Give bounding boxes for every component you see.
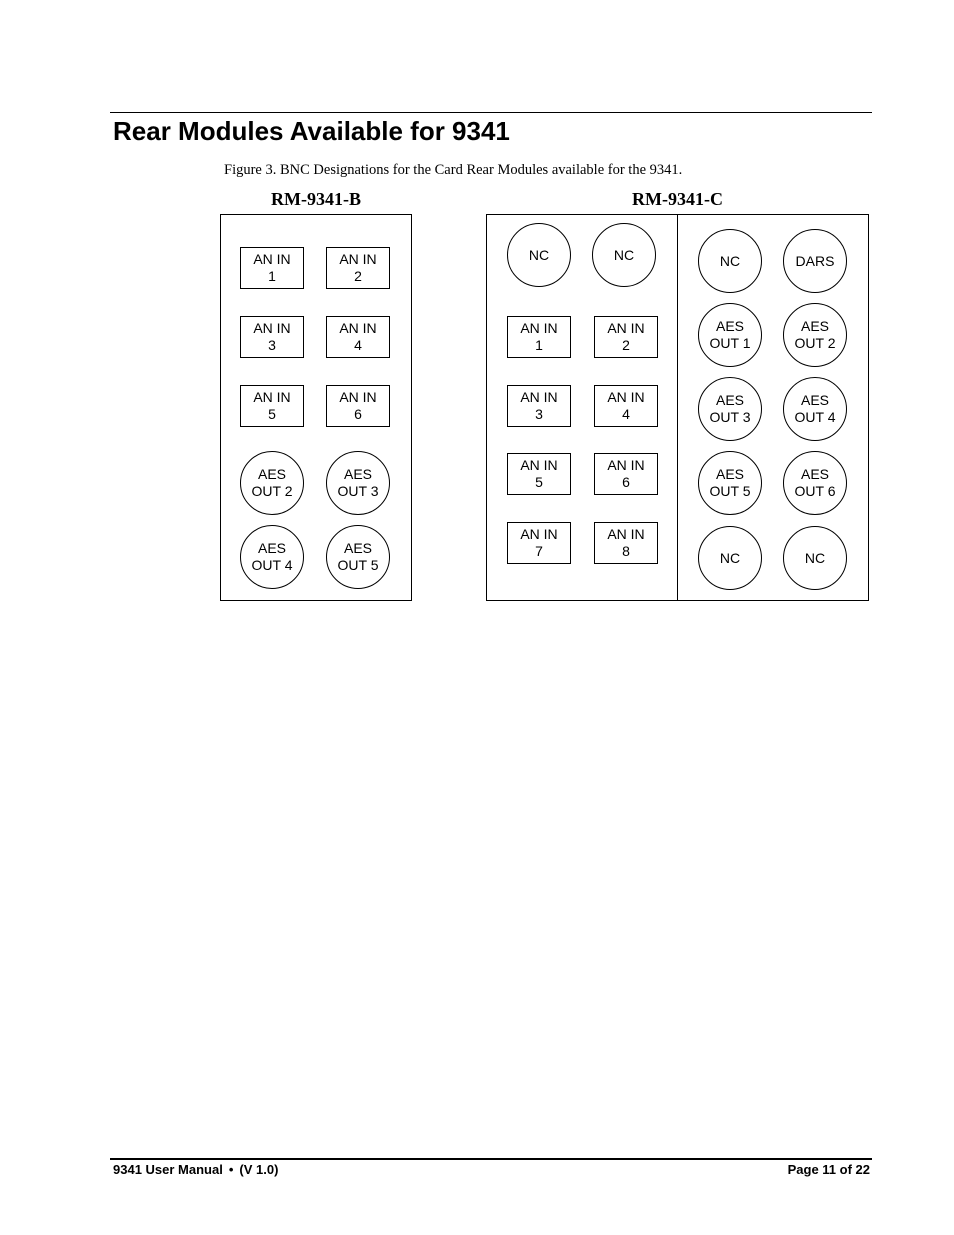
- module-c-nc-top-right: [592, 223, 656, 287]
- connector-label: AN IN: [607, 457, 645, 473]
- connector-label: OUT 4: [794, 409, 836, 425]
- connector-label: 8: [622, 543, 630, 559]
- footer-manual-title: 9341 User Manual: [113, 1162, 223, 1177]
- module-b-an-in-3: [240, 316, 304, 358]
- connector-label: OUT 3: [709, 409, 751, 425]
- connector-label: AN IN: [520, 320, 558, 336]
- module-b-an-in-5: [240, 385, 304, 427]
- module-b-an-in-4: [326, 316, 390, 358]
- connector-label: AES: [715, 466, 744, 482]
- connector-label: 5: [535, 474, 543, 490]
- connector-label: AN IN: [520, 526, 558, 542]
- footer-rule: [110, 1158, 872, 1160]
- module-c-an-in-4: [594, 385, 658, 427]
- module-c-an-in-2: [594, 316, 658, 358]
- module-c-nc-r5-left: [698, 526, 762, 590]
- connector-label: 7: [535, 543, 543, 559]
- module-b-an-in-2: [326, 247, 390, 289]
- connector-label: OUT 1: [709, 335, 751, 351]
- module-c-aes-out-2: [783, 303, 847, 367]
- connector-label: AES: [800, 466, 829, 482]
- connector-label: AN IN: [253, 389, 291, 405]
- module-c-an-in-5: [507, 453, 571, 495]
- footer-manual-info: [113, 1161, 278, 1179]
- connector-label: OUT 5: [709, 483, 751, 499]
- connector-label: OUT 6: [794, 483, 836, 499]
- connector-label: 3: [268, 337, 276, 353]
- connector-label: AN IN: [253, 320, 291, 336]
- connector-label: AN IN: [607, 389, 645, 405]
- module-c-title: RM-9341-C: [632, 189, 723, 209]
- connector-label: NC: [719, 549, 741, 566]
- module-c-nc-r1: [698, 229, 762, 293]
- module-c-an-in-1: [507, 316, 571, 358]
- connector-label: AN IN: [253, 251, 291, 267]
- module-c-aes-out-4: [783, 377, 847, 441]
- connector-label: AES: [800, 392, 829, 408]
- module-c-aes-out-5: [698, 451, 762, 515]
- module-c-nc-r5-right: [783, 526, 847, 590]
- connector-label: AES: [257, 466, 286, 482]
- connector-label: OUT 3: [337, 483, 379, 499]
- connector-label: AN IN: [520, 389, 558, 405]
- connector-label: AN IN: [607, 526, 645, 542]
- connector-label: 4: [622, 406, 630, 422]
- connector-label: AES: [715, 318, 744, 334]
- module-b-title: RM-9341-B: [271, 189, 361, 209]
- module-b-aes-out-2: [240, 451, 304, 515]
- connector-label: AES: [257, 540, 286, 556]
- connector-label: 1: [535, 337, 543, 353]
- module-c-an-in-6: [594, 453, 658, 495]
- connector-label: 2: [622, 337, 630, 353]
- connector-label: AES: [343, 540, 372, 556]
- connector-label: 6: [354, 406, 362, 422]
- heading-rule: [110, 112, 872, 113]
- connector-label: NC: [804, 549, 826, 566]
- connector-label: 3: [535, 406, 543, 422]
- connector-label: AN IN: [520, 457, 558, 473]
- bullet-icon: •: [228, 1162, 234, 1177]
- connector-label: 1: [268, 268, 276, 284]
- connector-label: OUT 4: [251, 557, 293, 573]
- connector-label: NC: [719, 252, 741, 269]
- connector-label: OUT 2: [251, 483, 293, 499]
- connector-label: AES: [715, 392, 744, 408]
- module-c-aes-out-1: [698, 303, 762, 367]
- connector-label: 6: [622, 474, 630, 490]
- connector-label: AES: [800, 318, 829, 334]
- footer-page-number: Page 11 of 22: [787, 1162, 870, 1177]
- connector-label: AES: [343, 466, 372, 482]
- module-c-divider: [677, 214, 678, 601]
- module-c-an-in-7: [507, 522, 571, 564]
- connector-label: AN IN: [607, 320, 645, 336]
- module-c-an-in-3: [507, 385, 571, 427]
- connector-label: OUT 5: [337, 557, 379, 573]
- connector-label: 2: [354, 268, 362, 284]
- module-b-aes-out-5: [326, 525, 390, 589]
- connector-label: NC: [613, 246, 635, 263]
- module-c-an-in-8: [594, 522, 658, 564]
- module-b-an-in-1: [240, 247, 304, 289]
- module-c-aes-out-3: [698, 377, 762, 441]
- module-b-aes-out-3: [326, 451, 390, 515]
- connector-label: 5: [268, 406, 276, 422]
- module-b-an-in-6: [326, 385, 390, 427]
- page-title: Rear Modules Available for 9341: [113, 116, 510, 146]
- module-c-dars: [783, 229, 847, 293]
- footer-version: (V 1.0): [239, 1162, 279, 1177]
- connector-label: DARS: [795, 252, 835, 269]
- figure-caption: Figure 3. BNC Designations for the Card Rear Modules available for the 9341.: [224, 162, 683, 178]
- connector-label: 4: [354, 337, 362, 353]
- module-b-aes-out-4: [240, 525, 304, 589]
- module-c-aes-out-6: [783, 451, 847, 515]
- connector-label: AN IN: [339, 320, 377, 336]
- module-c-nc-top-left: [507, 223, 571, 287]
- connector-label: AN IN: [339, 389, 377, 405]
- connector-label: NC: [528, 246, 550, 263]
- connector-label: AN IN: [339, 251, 377, 267]
- connector-label: OUT 2: [794, 335, 836, 351]
